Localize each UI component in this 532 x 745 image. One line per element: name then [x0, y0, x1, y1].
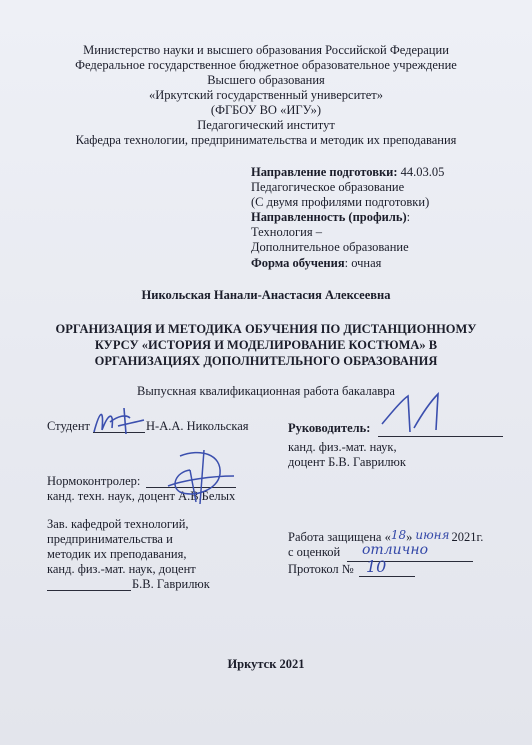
norm-controller-label: Нормоконтролер:: [47, 474, 141, 488]
defense-year: 2021г.: [451, 530, 484, 544]
direction-line: [251, 165, 444, 180]
profile-line: [251, 210, 410, 225]
title-line-3: ОРГАНИЗАЦИЯХ ДОПОЛНИТЕЛЬНОГО ОБРАЗОВАНИЯ: [94, 354, 438, 368]
head-line-1: Зав. кафедрой технологий,: [47, 517, 189, 531]
institute-line: Педагогический институт: [197, 118, 335, 132]
defense-month: июня: [415, 528, 450, 542]
profile-label: Направленность (профиль): [251, 210, 407, 224]
university-abbr-line: (ФГБОУ ВО «ИГУ»): [210, 103, 322, 117]
defense-date-line: Работа защищена «18» июня 2021г.: [288, 528, 484, 544]
head-line-2: предпринимательства и: [47, 532, 173, 546]
study-form-value: : очная: [344, 256, 382, 270]
head-line-5: Б.В. Гаврилюк: [132, 577, 210, 591]
work-type: Выпускная квалификационная работа бакалавра: [137, 384, 395, 398]
education-level-line: Высшего образования: [207, 73, 325, 87]
department-line: Кафедра технологии, предпринимательства и методик их преподавания: [75, 133, 457, 147]
protocol-line: [359, 576, 415, 577]
study-form-line: [251, 256, 381, 271]
direction-label: Направление подготовки:: [251, 165, 398, 179]
profile-line-1: Технология –: [251, 225, 322, 239]
supervisor-line-2: доцент Б.В. Гаврилюк: [288, 455, 406, 469]
study-form-label: Форма обучения: [251, 256, 345, 270]
author-name: Никольская Нанали-Анастасия Алексеевна: [141, 288, 391, 302]
defense-grade-label: с оценкой: [288, 545, 341, 559]
profile-line-2: Дополнительное образование: [251, 240, 409, 254]
norm-controller-signature: [160, 446, 240, 508]
defense-date-prefix: Работа защищена «: [288, 530, 391, 544]
protocol-label: Протокол №: [288, 562, 354, 576]
protocol-number: 10: [366, 557, 387, 576]
student-label: Студент: [47, 419, 90, 433]
student-name: Н-А.А. Никольская: [146, 419, 249, 433]
head-line-3: методик их преподавания,: [47, 547, 187, 561]
head-signature-line: [47, 590, 131, 591]
direction-code: 44.03.05: [397, 165, 445, 179]
title-line-2: КУРСУ «ИСТОРИЯ И МОДЕЛИРОВАНИЕ КОСТЮМА» В: [94, 338, 438, 352]
defense-day: 18: [390, 528, 407, 542]
norm-controller-line-2: канд. техн. наук, доцент А.В.Белых: [47, 489, 236, 503]
ministry-line: Министерство науки и высшего образования Российской Федерации: [83, 43, 449, 57]
title-line-1: ОРГАНИЗАЦИЯ И МЕТОДИКА ОБУЧЕНИЯ ПО ДИСТАНЦИОННОМУ: [55, 322, 477, 336]
defense-grade: отлично: [362, 542, 428, 558]
supervisor-line-1: канд. физ.-мат. наук,: [288, 440, 397, 454]
university-line: «Иркутский государственный университет»: [149, 88, 383, 102]
direction-line-3: (С двумя профилями подготовки): [251, 195, 430, 209]
student-signature: [90, 404, 148, 438]
head-line-4: канд. физ.-мат. наук, доцент: [47, 562, 196, 576]
direction-line-2: Педагогическое образование: [251, 180, 405, 194]
institution-type-line: Федеральное государственное бюджетное образовательное учреждение: [75, 58, 457, 72]
profile-colon: :: [406, 210, 411, 224]
supervisor-signature: [378, 388, 448, 438]
supervisor-label: Руководитель:: [288, 421, 371, 435]
city-year: Иркутск 2021: [227, 657, 305, 671]
